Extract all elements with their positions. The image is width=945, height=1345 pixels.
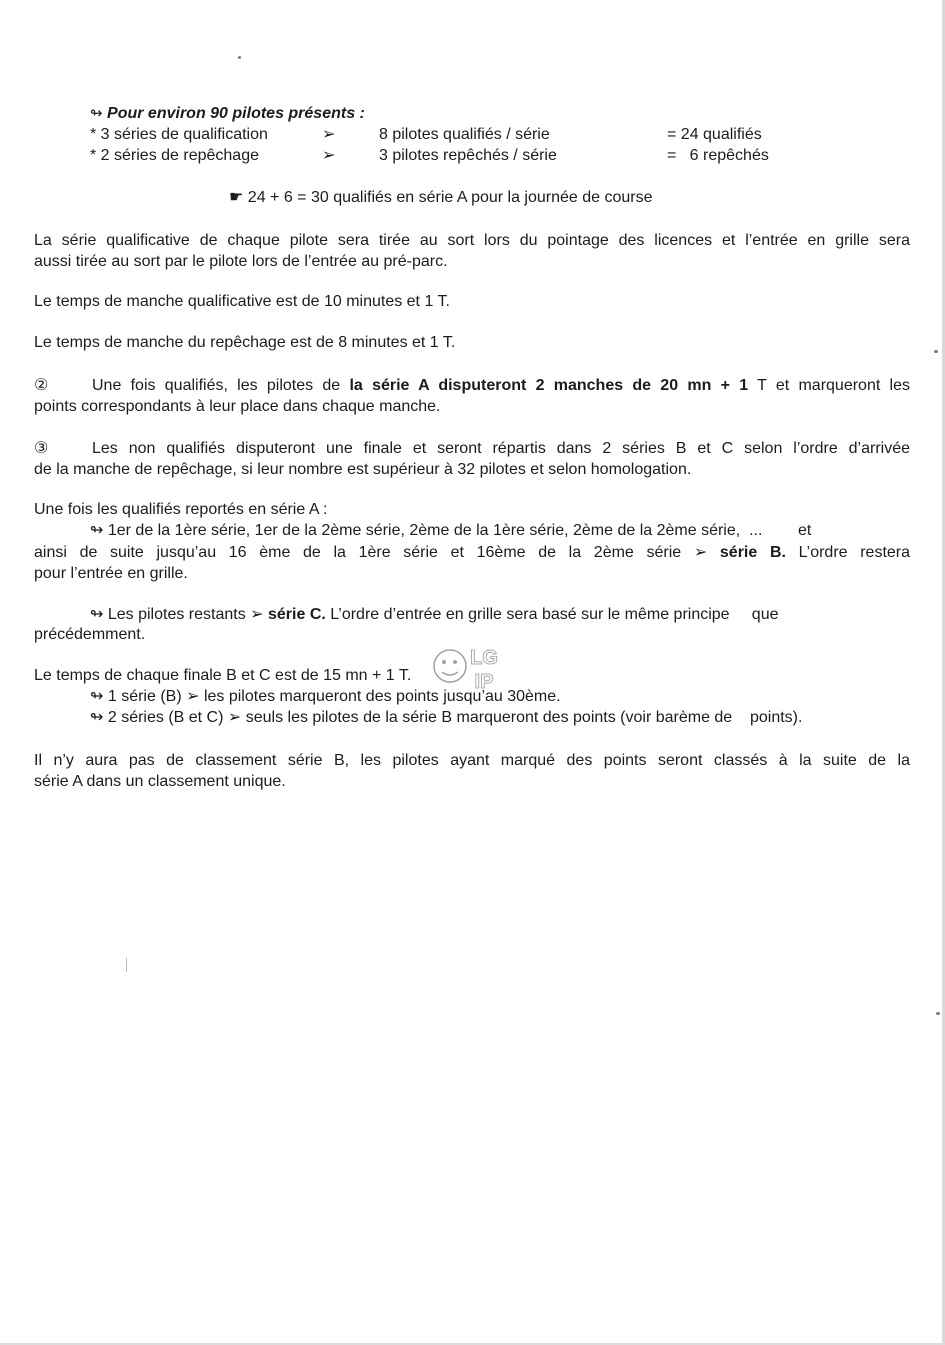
watermark-logo xyxy=(428,640,518,696)
paragraph-series-c-continued: précédemment. xyxy=(34,626,146,643)
repechage-row-result: = 6 repêchés xyxy=(667,147,769,164)
paragraph-series-a xyxy=(34,375,910,417)
qualification-row-result: = 24 qualifiés xyxy=(667,126,762,143)
watermark-eye xyxy=(453,660,457,664)
circled-two-icon: ② xyxy=(34,377,49,394)
circled-three-icon: ③ xyxy=(34,440,49,457)
paragraph-two-series: ↬ 2 séries (B et C) ➢ seuls les pilotes de la série B marqueront des points (voir barème de points). xyxy=(90,709,803,726)
paragraph-line: Il n’y aura pas de classement série B, les pilotes ayant marqué des points seront classés à la suite de la xyxy=(34,752,910,769)
paragraph-qualifying-time: Le temps de manche qualificative est de 10 minutes et 1 T. xyxy=(34,293,450,310)
watermark-mouth xyxy=(442,672,458,675)
paragraph-text: Une fois qualifiés, les pilotes de xyxy=(92,377,350,394)
paragraph-text: ainsi de suite jusqu’au 16 ème de la 1ère série et 16ème de la 2ème série ➢ xyxy=(34,544,720,561)
paragraph-series-c xyxy=(90,605,779,625)
paragraph-text: Les non qualifiés disputeront une finale et seront répartis dans 2 séries B et C selon l’ordre d’arrivée xyxy=(92,440,910,457)
intro-heading-text: Pour environ 90 pilotes présents : xyxy=(107,105,365,122)
repechage-row-arrow-icon: ➢ xyxy=(322,147,336,164)
paragraph-series-b-order: ↬ 1er de la 1ère série, 1er de la 2ème série, 2ème de la 1ère série, 2ème de la 2ème série, ... et xyxy=(90,522,812,539)
scan-speck xyxy=(238,56,241,59)
paragraph-text: L’ordre restera xyxy=(798,544,911,561)
watermark-face-outline xyxy=(434,650,466,682)
paragraph-series-b-continued xyxy=(34,542,910,584)
qualification-row-label: * 3 séries de qualification xyxy=(90,126,268,143)
paragraph-bold-text: série B. xyxy=(719,544,786,561)
watermark-eye xyxy=(442,660,446,664)
paragraph-line xyxy=(34,542,910,563)
paragraph-text: T et marqueront les xyxy=(748,377,910,394)
paragraph-one-series: ↬ 1 série (B) ➢ les pilotes marqueront des points jusqu’au 30ème. xyxy=(90,688,561,705)
paragraph-non-qualified xyxy=(34,438,910,480)
paragraph-line: aussi tirée au sort par le pilote lors de l’entrée au pré-parc. xyxy=(34,253,448,270)
paragraph-line: points correspondants à leur place dans chaque manche. xyxy=(34,398,441,415)
curved-arrow-icon: ↬ xyxy=(90,105,103,122)
paragraph-line xyxy=(34,375,910,396)
scan-speck xyxy=(936,1012,940,1015)
paragraph-line: La série qualificative de chaque pilote sera tirée au sort lors du pointage des licences et l’entrée en grille sera xyxy=(34,232,910,249)
qualification-row-arrow-icon: ➢ xyxy=(322,126,336,143)
paragraph-repechage-time: Le temps de manche du repêchage est de 8 minutes et 1 T. xyxy=(34,334,456,351)
paragraph-finale-time: Le temps de chaque finale B et C est de 15 mn + 1 T. xyxy=(34,667,412,684)
paragraph-text: ↬ Les pilotes restants ➢ xyxy=(90,606,268,623)
intro-heading xyxy=(90,104,365,124)
scan-speck xyxy=(934,350,938,353)
intro-total: ☛ 24 + 6 = 30 qualifiés en série A pour la journée de course xyxy=(229,189,653,206)
repechage-row-label: * 2 séries de repêchage xyxy=(90,147,259,164)
repechage-row-detail: 3 pilotes repêchés / série xyxy=(379,147,557,164)
paragraph-draw-series xyxy=(34,230,910,272)
paragraph-bold-text: la série A disputeront 2 manches de 20 mn + 1 xyxy=(349,377,749,394)
paragraph-classification xyxy=(34,750,910,792)
paragraph-bold-text: série C. xyxy=(268,606,326,623)
qualification-row-detail: 8 pilotes qualifiés / série xyxy=(379,126,550,143)
paragraph-line: série A dans un classement unique. xyxy=(34,773,286,790)
paragraph-line: pour l’entrée en grille. xyxy=(34,565,188,582)
watermark-letters-top: LG xyxy=(470,647,498,669)
watermark-letters-bottom: IP xyxy=(474,671,494,693)
paragraph-series-b-intro: Une fois les qualifiés reportés en série A : xyxy=(34,501,328,518)
paragraph-line xyxy=(34,438,910,459)
paragraph-line: de la manche de repêchage, si leur nombre est supérieur à 32 pilotes et selon homologation. xyxy=(34,461,692,478)
paragraph-text: L’ordre d’entrée en grille sera basé sur le même principe que xyxy=(325,606,779,623)
scan-mark xyxy=(126,958,127,972)
